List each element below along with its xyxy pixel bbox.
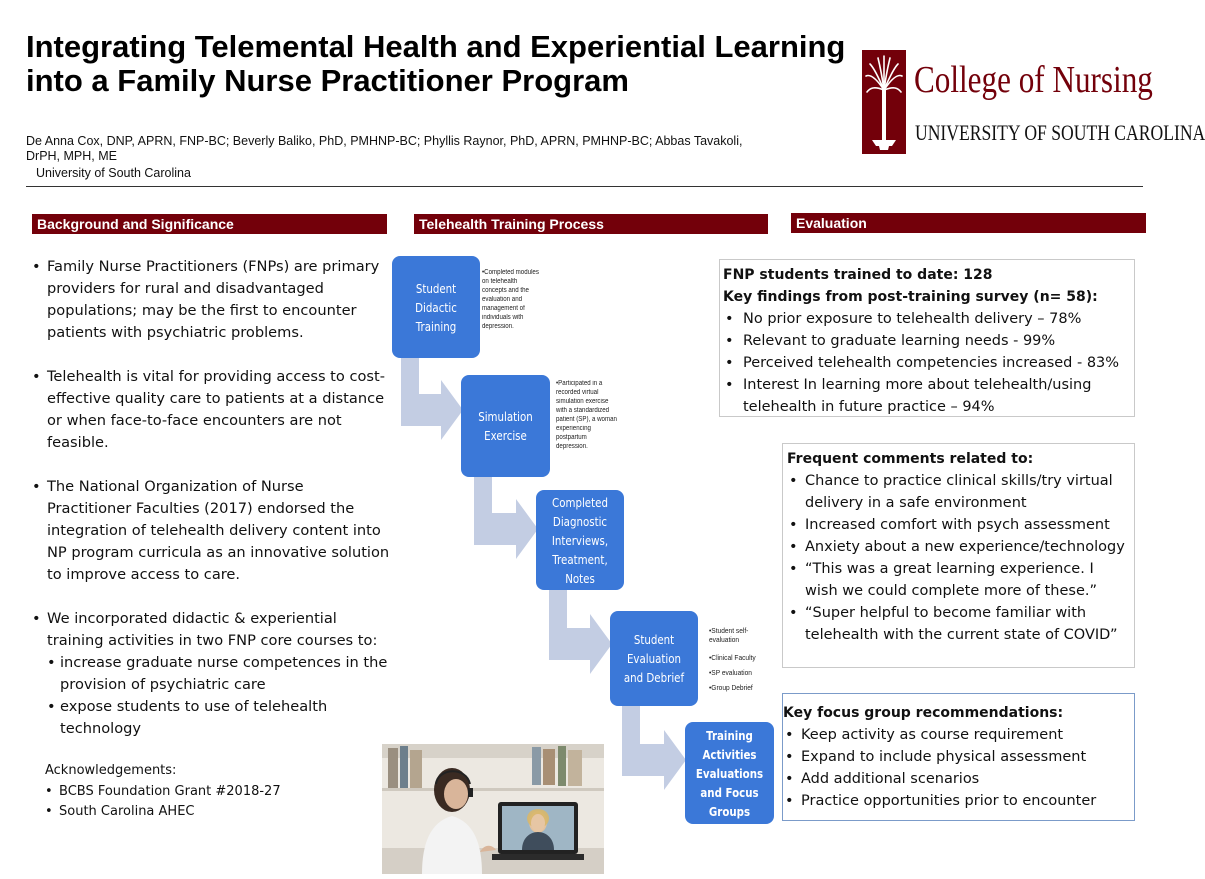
header-divider bbox=[26, 186, 1143, 187]
recommendations-list bbox=[783, 724, 1134, 812]
author-list: De Anna Cox, DNP, APRN, FNP-BC; Beverly Baliko, PhD, PMHNP-BC; Phyllis Raynor, PhD, APRN, PMHNP-BC; Abbas Tavakoli, DrPH, MPH, ME bbox=[26, 134, 743, 163]
recommendation-item: • Keep activity as course requirement bbox=[783, 724, 1134, 746]
note-line: •Student self- bbox=[709, 626, 749, 635]
process-step-didactic bbox=[392, 256, 480, 358]
process-step-label: Student Evaluation and Debrief bbox=[623, 632, 685, 685]
note-line: recorded virtual bbox=[556, 389, 599, 396]
note-line: •Group Debrief bbox=[709, 683, 753, 692]
focus-title: Key focus group recommendations: bbox=[783, 705, 1064, 721]
note-line: •Completed modules bbox=[482, 269, 539, 276]
note-line: management of bbox=[482, 305, 525, 312]
background-bullet: • Family Nurse Practitioners (FNPs) are primary providers for rural and disadvantaged populations; may be the first to encounter patients with psychiatric problems. bbox=[32, 256, 392, 344]
acknowledgement-item: • BCBS Foundation Grant #2018-27 bbox=[45, 782, 281, 802]
comment-item: • Chance to practice clinical skills/try virtual delivery in a safe environment bbox=[787, 470, 1130, 514]
background-sub-bullet: • expose students to use of telehealth technology bbox=[47, 696, 392, 740]
flow-arrow-4 bbox=[622, 706, 686, 790]
process-step-focus-groups bbox=[685, 722, 774, 824]
process-step-interviews bbox=[536, 490, 624, 590]
evaluation-heading: Evaluation bbox=[791, 213, 1146, 233]
process-step-evaluation bbox=[610, 611, 698, 706]
logo-university-text: UNIVERSITY OF SOUTH CAROLINA bbox=[915, 120, 1205, 145]
evaluation-findings-box bbox=[719, 259, 1135, 417]
note-line: experiencing bbox=[556, 425, 591, 432]
recommendation-item: • Expand to include physical assessment bbox=[783, 746, 1134, 768]
note-line: on telehealth bbox=[482, 278, 518, 285]
note-line: •Clinical Faculty bbox=[709, 653, 756, 662]
background-sub-bullets bbox=[47, 652, 392, 740]
palmetto-tree-icon bbox=[862, 50, 906, 154]
background-sub-bullet: • increase graduate nurse competences in the provision of psychiatric care bbox=[47, 652, 392, 696]
flow-arrow-1 bbox=[401, 358, 463, 440]
college-logo bbox=[862, 50, 1205, 154]
poster-title: Integrating Telemental Health and Experiential Learning into a Family Nurse Practitioner Program bbox=[26, 29, 846, 98]
recommendation-item: • Practice opportunities prior to encounter bbox=[783, 790, 1134, 812]
finding-item: • Relevant to graduate learning needs - 99% bbox=[723, 330, 1131, 352]
note-line: patient (SP), a woman bbox=[556, 416, 617, 423]
telehealth-video-call-photo bbox=[382, 744, 604, 874]
note-line: postpartum bbox=[556, 434, 587, 441]
acknowledgement-item: • South Carolina AHEC bbox=[45, 802, 281, 822]
focus-group-box bbox=[782, 693, 1135, 821]
comments-title: Frequent comments related to: bbox=[787, 451, 1034, 467]
process-step-note bbox=[482, 268, 550, 331]
students-trained-count: FNP students trained to date: 128 bbox=[723, 267, 993, 283]
findings-list bbox=[723, 308, 1131, 418]
comment-item: • Increased comfort with psych assessment bbox=[787, 514, 1130, 536]
note-line: depression. bbox=[556, 443, 588, 450]
acknowledgements-title: Acknowledgements: bbox=[45, 763, 177, 778]
process-step-label: Completed Diagnostic Interviews, Treatment, Notes bbox=[551, 494, 609, 586]
findings-title: Key findings from post-training survey (n= 58): bbox=[723, 289, 1098, 305]
background-bullets bbox=[32, 256, 392, 740]
note-line: •SP evaluation bbox=[709, 668, 752, 677]
process-step-simulation bbox=[461, 375, 550, 477]
comments-list bbox=[787, 470, 1130, 646]
note-line: individuals with bbox=[482, 314, 524, 321]
process-step-label: Simulation Exercise bbox=[478, 409, 533, 443]
affiliation: University of South Carolina bbox=[36, 166, 191, 180]
comment-item: • “Super helpful to become familiar with telehealth with the current state of COVID” bbox=[787, 602, 1130, 646]
flow-arrow-2 bbox=[474, 477, 538, 559]
note-line: concepts and the bbox=[482, 287, 529, 294]
recommendation-item: • Add additional scenarios bbox=[783, 768, 1134, 790]
process-heading: Telehealth Training Process bbox=[414, 214, 768, 234]
note-line: simulation exercise bbox=[556, 398, 609, 405]
finding-item: • Interest In learning more about telehealth/using telehealth in future practice – 94% bbox=[723, 374, 1131, 418]
background-bullet: • Telehealth is vital for providing access to cost-effective quality care to patients at a distance or when face-to-face encounters are not feasible. bbox=[32, 366, 392, 454]
background-bullet bbox=[32, 608, 392, 740]
background-heading: Background and Significance bbox=[32, 214, 387, 234]
comment-item: • Anxiety about a new experience/technology bbox=[787, 536, 1130, 558]
finding-item: • Perceived telehealth competencies increased - 83% bbox=[723, 352, 1131, 374]
process-step-label: Student Didactic Training bbox=[415, 280, 457, 334]
finding-item: • No prior exposure to telehealth delivery – 78% bbox=[723, 308, 1131, 330]
flow-arrow-3 bbox=[549, 590, 612, 674]
acknowledgements-list bbox=[45, 782, 281, 822]
note-line: depression. bbox=[482, 323, 514, 330]
note-line: evaluation bbox=[709, 635, 740, 644]
comments-box bbox=[782, 443, 1135, 668]
process-step-label: Training Activities Evaluations and Focus Groups bbox=[695, 727, 764, 819]
note-line: •Participated in a bbox=[556, 380, 603, 387]
process-step-note bbox=[556, 379, 628, 451]
background-bullet: • The National Organization of Nurse Practitioner Faculties (2017) endorsed the integration of telehealth delivery content into NP program curricula as an innovative solution to improve access to care. bbox=[32, 476, 392, 586]
logo-college-text: College of Nursing bbox=[914, 59, 1153, 101]
note-line: with a standardized bbox=[556, 407, 610, 414]
process-step-note bbox=[709, 626, 769, 695]
note-line: evaluation and bbox=[482, 296, 523, 303]
background-bullet-text: We incorporated didactic & experiential training activities in two FNP core courses to: bbox=[47, 610, 378, 649]
comment-item: • “This was a great learning experience. I wish we could complete more of these.” bbox=[787, 558, 1130, 602]
